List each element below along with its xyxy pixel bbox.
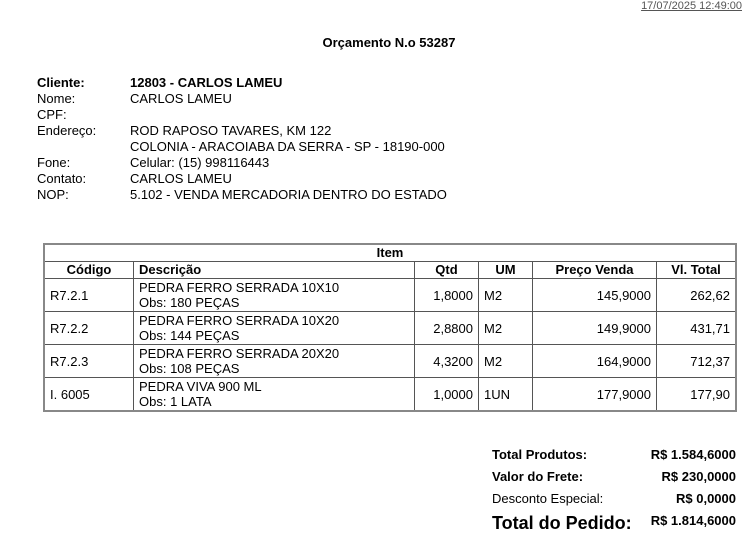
item-obs: Obs: 1 LATA xyxy=(139,394,212,409)
col-preco: Preço Venda xyxy=(533,262,657,279)
client-field xyxy=(37,107,447,123)
client-field xyxy=(37,187,447,203)
item-obs: Obs: 108 PEÇAS xyxy=(139,361,240,376)
field-label: Cliente: xyxy=(37,75,85,90)
frete-value: R$ 230,0000 xyxy=(661,468,736,484)
desconto-label: Desconto Especial: xyxy=(492,490,604,506)
field-value: CARLOS LAMEU xyxy=(130,91,232,106)
cell-um: M2 xyxy=(479,312,533,345)
field-value: ROD RAPOSO TAVARES, KM 122 xyxy=(130,123,332,138)
col-qtd: Qtd xyxy=(415,262,479,279)
total-produtos-label: Total Produtos: xyxy=(492,446,588,462)
timestamp: 17/07/2025 12:49:00 xyxy=(641,0,742,12)
client-info xyxy=(37,75,447,203)
desconto-value: R$ 0,0000 xyxy=(676,490,736,506)
field-value: Celular: (15) 998116443 xyxy=(130,155,270,170)
cell-um: 1UN xyxy=(479,378,533,412)
cell-preco: 177,9000 xyxy=(533,378,657,412)
cell-total: 712,37 xyxy=(657,345,737,378)
item-desc: PEDRA VIVA 900 ML xyxy=(139,379,262,394)
table-row xyxy=(44,312,736,345)
cell-codigo: R7.2.3 xyxy=(44,345,134,378)
total-produtos-value: R$ 1.584,6000 xyxy=(650,446,736,462)
cell-descricao xyxy=(134,279,415,312)
item-obs: Obs: 180 PEÇAS xyxy=(139,295,240,310)
frete-label: Valor do Frete: xyxy=(492,468,584,484)
totals xyxy=(492,443,736,535)
client-field xyxy=(37,91,447,107)
field-label: Fone: xyxy=(37,155,71,170)
cell-codigo: R7.2.2 xyxy=(44,312,134,345)
items-table xyxy=(43,243,737,412)
cell-qtd: 1,8000 xyxy=(415,279,479,312)
field-value: CARLOS LAMEU xyxy=(130,171,232,186)
col-codigo: Código xyxy=(44,262,134,279)
item-desc: PEDRA FERRO SERRADA 20X20 xyxy=(139,346,340,361)
field-label: Contato: xyxy=(37,171,87,186)
cell-total: 262,62 xyxy=(657,279,737,312)
cell-preco: 149,9000 xyxy=(533,312,657,345)
cell-codigo: R7.2.1 xyxy=(44,279,134,312)
cell-total: 431,71 xyxy=(657,312,737,345)
field-label xyxy=(37,139,130,155)
cell-um: M2 xyxy=(479,279,533,312)
total-pedido-label: Total do Pedido: xyxy=(492,513,632,533)
client-field xyxy=(37,123,447,139)
cell-descricao xyxy=(134,378,415,412)
col-um: UM xyxy=(479,262,533,279)
page-title: Orçamento N.o 53287 xyxy=(322,35,456,50)
group-header: Item xyxy=(44,244,736,262)
cell-codigo: I. 6005 xyxy=(44,378,134,412)
cell-descricao xyxy=(134,312,415,345)
table-row xyxy=(44,378,736,412)
cell-descricao xyxy=(134,345,415,378)
client-field xyxy=(37,171,447,187)
item-obs: Obs: 144 PEÇAS xyxy=(139,328,240,343)
client-field xyxy=(37,75,447,91)
total-pedido-value: R$ 1.814,6000 xyxy=(650,513,736,528)
cell-preco: 145,9000 xyxy=(533,279,657,312)
cell-qtd: 1,0000 xyxy=(415,378,479,412)
cell-qtd: 2,8800 xyxy=(415,312,479,345)
field-value: 12803 - CARLOS LAMEU xyxy=(130,75,283,90)
item-desc: PEDRA FERRO SERRADA 10X20 xyxy=(139,313,340,328)
field-value: 5.102 - VENDA MERCADORIA DENTRO DO ESTADO xyxy=(130,187,447,202)
cell-preco: 164,9000 xyxy=(533,345,657,378)
cell-total: 177,90 xyxy=(657,378,737,412)
item-desc: PEDRA FERRO SERRADA 10X10 xyxy=(139,280,340,295)
cell-qtd: 4,3200 xyxy=(415,345,479,378)
col-total: Vl. Total xyxy=(657,262,737,279)
col-descricao: Descrição xyxy=(134,262,415,279)
table-row xyxy=(44,345,736,378)
field-value: COLONIA - ARACOIABA DA SERRA - SP - 18190-000 xyxy=(130,139,445,154)
field-label: Nome: xyxy=(37,91,76,106)
table-row xyxy=(44,279,736,312)
client-field xyxy=(37,139,447,155)
field-label: NOP: xyxy=(37,187,69,202)
field-label: CPF: xyxy=(37,107,67,122)
client-field xyxy=(37,155,447,171)
field-label: Endereço: xyxy=(37,123,97,138)
cell-um: M2 xyxy=(479,345,533,378)
